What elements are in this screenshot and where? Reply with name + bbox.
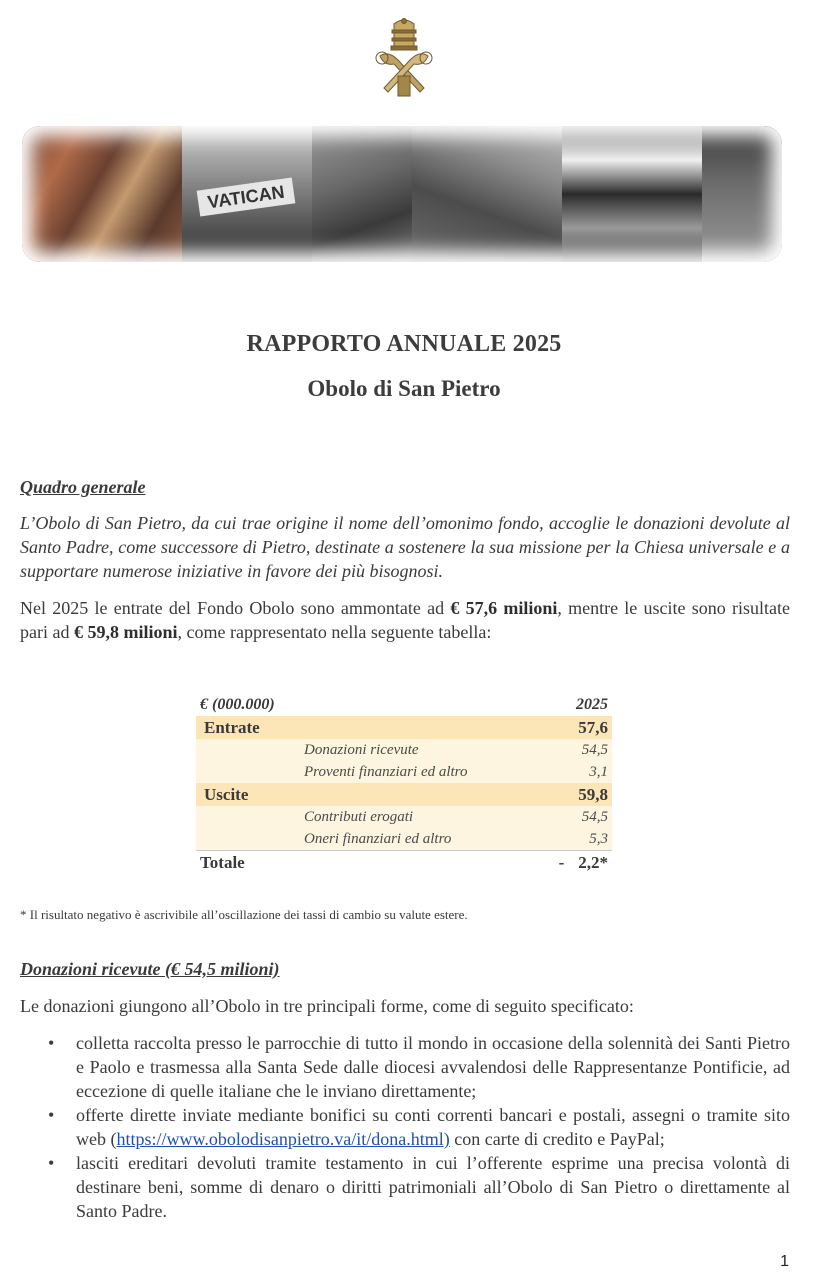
section-heading-donations: Donazioni ricevute (€ 54,5 milioni) — [20, 959, 280, 979]
income-amount: € 57,6 milioni — [450, 598, 558, 618]
financial-table — [196, 694, 612, 875]
report-subtitle: Obolo di San Pietro — [307, 376, 501, 401]
total-value: 2,2* — [578, 853, 608, 872]
table-total-row — [196, 851, 612, 876]
overview-summary: Nel 2025 le entrate del Fondo Obolo sono ammontate ad € 57,6 milioni, mentre le uscite sono risultate pari ad € 59,8 milioni, come rappresentato nella seguente tabella: — [20, 598, 790, 642]
papal-keys-emblem-icon — [368, 18, 440, 98]
row-label: Contributi erogati — [300, 806, 534, 828]
row-value: 54,5 — [534, 739, 612, 761]
row-label: Proventi finanziari ed altro — [300, 761, 534, 783]
table-row — [196, 716, 612, 739]
table-row — [196, 783, 612, 806]
table-year-header: 2025 — [576, 696, 608, 713]
bullet-icon: • — [48, 1153, 55, 1173]
row-value: 59,8 — [534, 783, 612, 806]
row-label: Donazioni ricevute — [300, 739, 534, 761]
list-item: • offerte dirette inviate mediante bonifici su conti correnti bancari e postali, assegni o tramite sito web (https://www.obolodisanpietro.va/it/dona.html) con carte di credito e PayPal; — [48, 1105, 790, 1149]
row-value: 3,1 — [534, 761, 612, 783]
table-unit-header: € (000.000) — [200, 696, 275, 713]
footnote: * Il risultato negativo è ascrivibile all’oscillazione dei tassi di cambio su valute estere. — [20, 907, 468, 922]
donation-forms-list — [20, 1031, 790, 1223]
list-item: • lasciti ereditari devoluti tramite testamento in cui l’offerente esprime una precisa volontà di destinare beni, somme di denaro o diritti patrimoniali all’Obolo di San Pietro o direttamente al Santo Padre. — [48, 1153, 790, 1221]
donations-intro: Le donazioni giungono all’Obolo in tre principali forme, come di seguito specificato: — [20, 996, 634, 1016]
page-number: 1 — [780, 1253, 789, 1270]
total-sign: - — [558, 853, 565, 872]
section-heading-overview: Quadro generale — [20, 477, 146, 497]
row-label: Entrate — [196, 716, 534, 739]
overview-intro: L’Obolo di San Pietro, da cui trae origine il nome dell’omonimo fondo, accoglie le donazioni devolute al Santo Padre, come successore di Pietro, destinate a sostenere la sua missione per la Chiesa universale e a supportare numerose iniziative in favore dei più bisognosi. — [20, 513, 790, 581]
row-label: Oneri finanziari ed altro — [300, 828, 534, 851]
historical-photo-collage: VATICAN — [22, 126, 782, 262]
row-label: Uscite — [196, 783, 534, 806]
expense-amount: € 59,8 milioni — [73, 622, 178, 642]
table-row — [196, 739, 612, 761]
bullet-icon: • — [48, 1033, 55, 1053]
row-value: 54,5 — [534, 806, 612, 828]
row-value: 5,3 — [534, 828, 612, 851]
report-title: RAPPORTO ANNUALE 2025 — [246, 331, 562, 357]
bullet-icon: • — [48, 1105, 55, 1125]
table-row — [196, 761, 612, 783]
total-label: Totale — [196, 851, 534, 876]
list-item: • colletta raccolta presso le parrocchie di tutto il mondo in occasione della solennità dei Santi Pietro e Paolo e trasmessa alla Santa Sede dalle diocesi avvalendosi delle Rappresentanze Pontificie, ad eccezione di quelle italiane che le inviano direttamente; — [48, 1033, 790, 1101]
row-value: 57,6 — [534, 716, 612, 739]
donation-website-link[interactable]: https://www.obolodisanpietro.va/it/dona.html) — [116, 1129, 450, 1149]
table-row — [196, 806, 612, 828]
table-row — [196, 828, 612, 851]
